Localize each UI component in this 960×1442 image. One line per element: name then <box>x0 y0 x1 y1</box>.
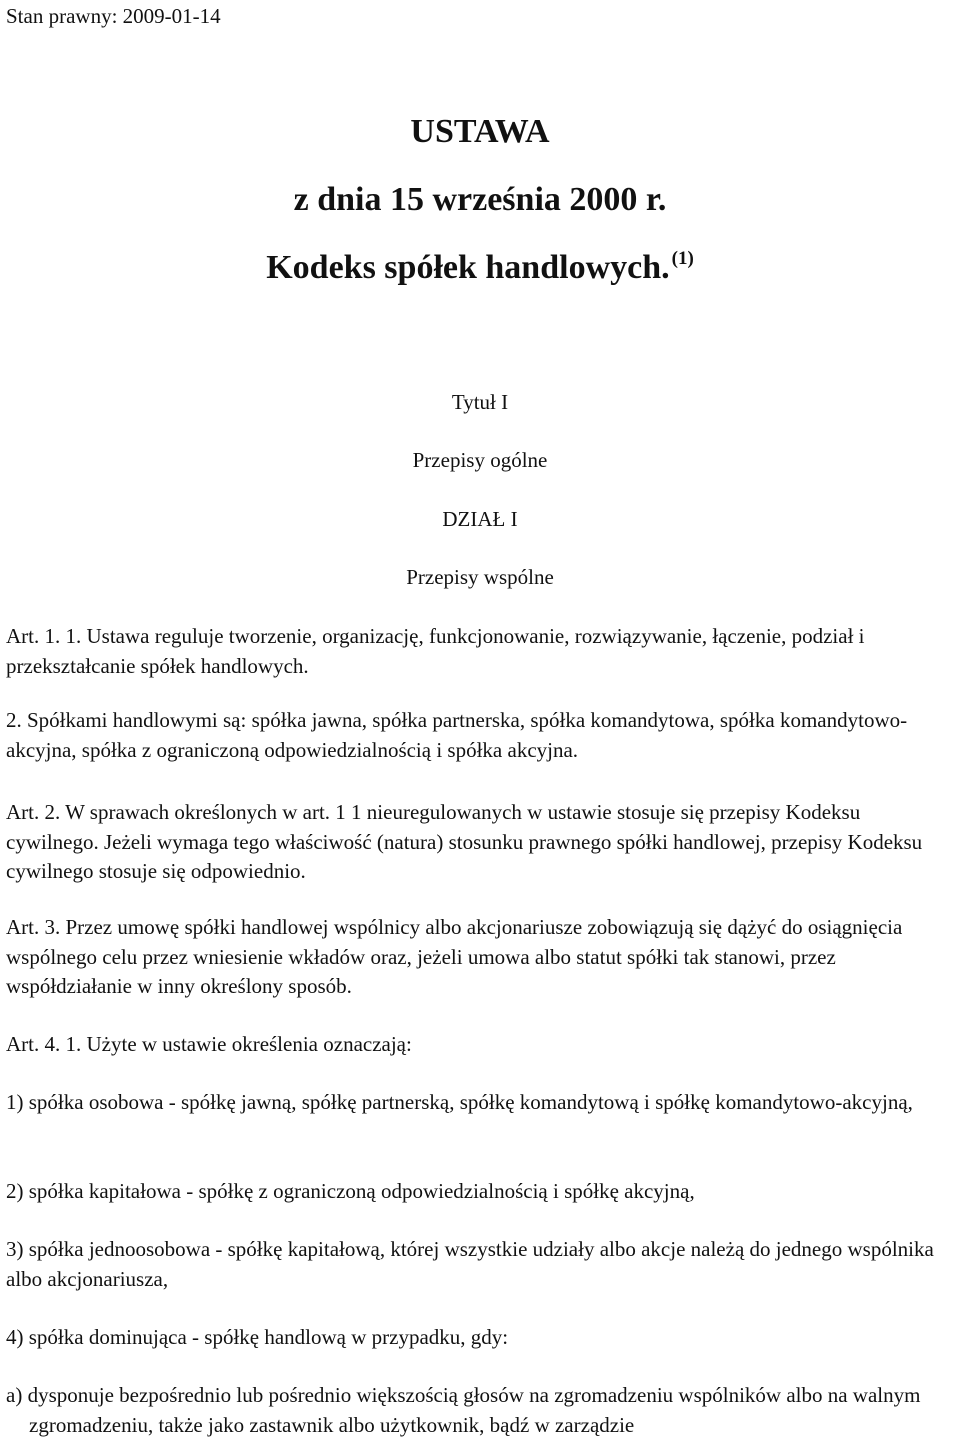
title-number: Tytuł I <box>451 390 509 414</box>
footnote-reference: (1) <box>671 248 694 269</box>
article-2: Art. 2. W sprawach określonych w art. 1 1 nieuregulowanych w ustawie stosuje się przepisy Kodeksu cywilnego. Jeżeli wymaga tego właściwość (natura) stosunku prawnego spółki handlowej, przepisy Kodeksu cywilnego stosuje się odpowiednio. <box>6 800 923 883</box>
act-name-line <box>0 248 960 287</box>
article-1-paragraph-1: Art. 1. 1. Ustawa reguluje tworzenie, organizację, funkcjonowanie, rozwiązywanie, łączenie, podział i przekształcanie spółek handlowych. <box>6 624 865 678</box>
definition-1: 1) spółka osobowa - spółkę jawną, spółkę partnerską, spółkę komandytową i spółkę komandytowo-akcyjną, <box>6 1090 913 1114</box>
division-number: DZIAŁ I <box>442 507 518 531</box>
definition-4-subpoint-a: a) dysponuje bezpośrednio lub pośrednio większością głosów na zgromadzeniu wspólników albo na walnym zgromadzeniu, także jako zastawnik albo użytkownik, bądź w zarządzie <box>6 1383 921 1437</box>
division-name: Przepisy wspólne <box>406 565 554 589</box>
act-name: Kodeks spółek handlowych. <box>266 249 670 286</box>
article-3: Art. 3. Przez umowę spółki handlowej wspólnicy albo akcjonariusze zobowiązują się dążyć do osiągnięcia wspólnego celu przez wniesienie wkładów oraz, jeżeli umowa albo statut spółki tak stanowi, przez współdziałanie w inny określony sposób. <box>6 915 903 998</box>
legal-status-date: Stan prawny: 2009-01-14 <box>6 4 221 28</box>
article-4-paragraph-1: Art. 4. 1. Użyte w ustawie określenia oznaczają: <box>6 1032 412 1056</box>
act-type-title: USTAWA <box>410 113 550 150</box>
definition-2: 2) spółka kapitałowa - spółkę z ograniczoną odpowiedzialnością i spółkę akcyjną, <box>6 1179 695 1203</box>
definition-3: 3) spółka jednoosobowa - spółkę kapitałową, której wszystkie udziały albo akcje należą do jednego wspólnika albo akcjonariusza, <box>6 1237 934 1291</box>
article-1-paragraph-2: 2. Spółkami handlowymi są: spółka jawna, spółka partnerska, spółka komandytowa, spółka komandytowo-akcyjna, spółka z ograniczoną odpowiedzialnością i spółka akcyjna. <box>6 708 908 762</box>
definition-4: 4) spółka dominująca - spółkę handlową w przypadku, gdy: <box>6 1325 509 1349</box>
title-name: Przepisy ogólne <box>412 448 548 472</box>
act-date: z dnia 15 września 2000 r. <box>293 181 667 218</box>
